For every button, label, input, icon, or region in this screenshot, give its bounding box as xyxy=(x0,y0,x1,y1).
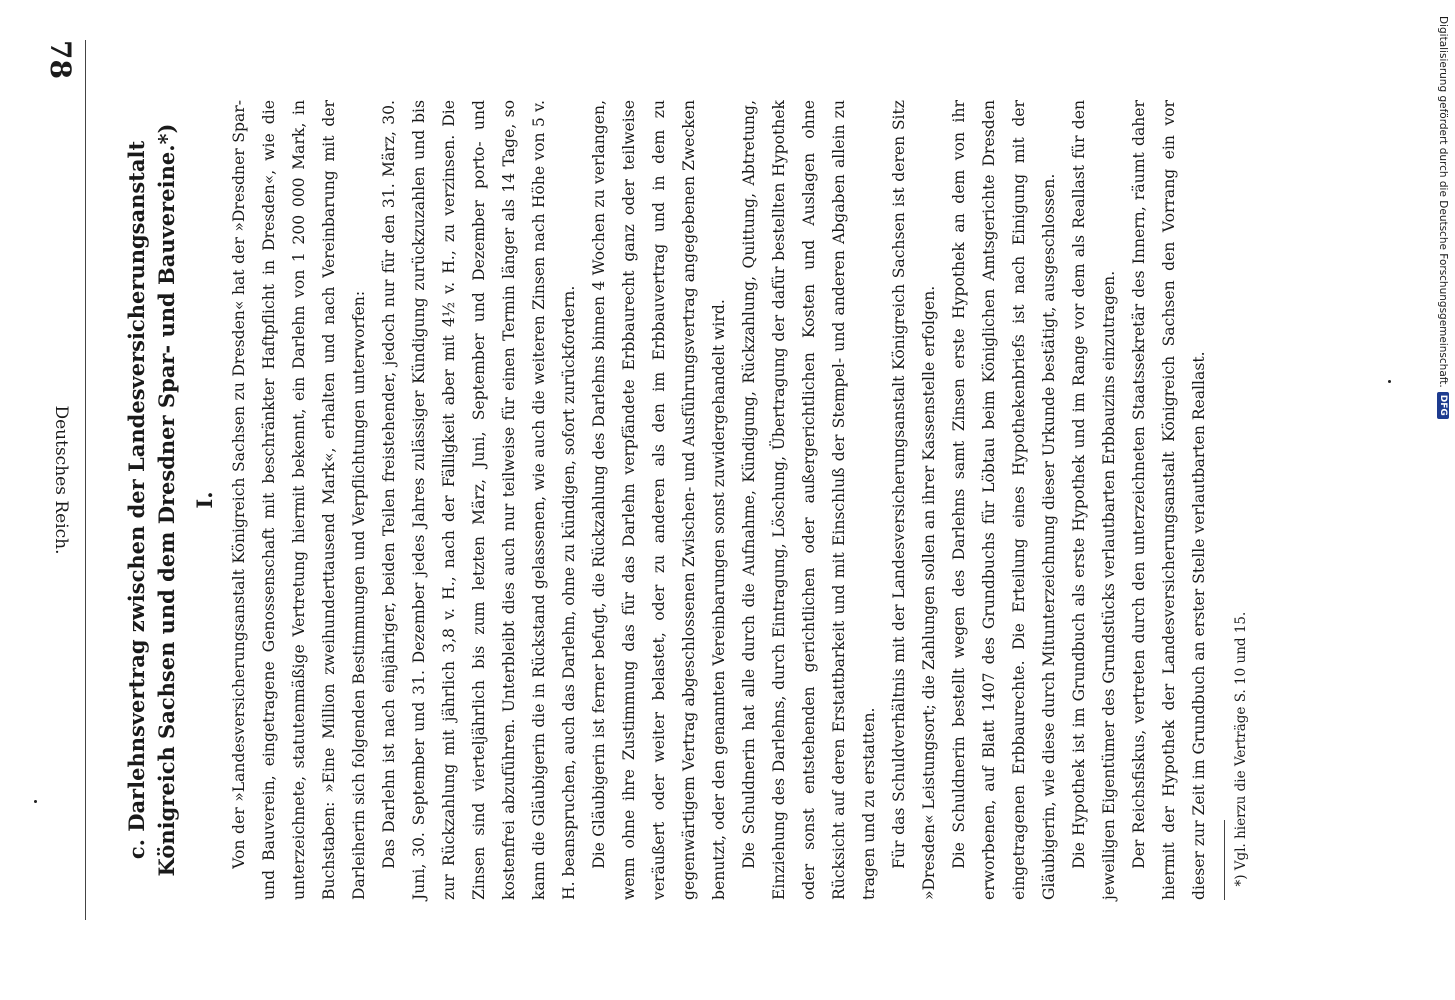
footnote: *) Vgl. hierzu die Verträge S. 10 und 15. xyxy=(1233,611,1249,887)
speck-2 xyxy=(1388,380,1391,383)
page-number: 78 xyxy=(44,40,77,79)
paragraph: Für das Schuldverhältnis mit der Landesversicherungsanstalt Königreich Sachsen ist deren Sitz »Dresden« Leistungsort; die Zahlungen sollen an ihrer Kassenstelle erfolgen. xyxy=(890,100,938,900)
paragraph: Die Schuldnerin hat alle durch die Aufnahme, Kündigung, Rückzahlung, Quittung, Abtretung, Einziehung des Darlehns, durch Eintragung, Löschung, Übertragung der dafür bestellten Hypothek oder sonst entstehenden gerichtlichen oder außergerichtlichen Kosten und Auslagen ohne Rücksicht auf deren Erstattbarkeit und mit Einschluß der Stempel- und anderen Abgaben allein zu tragen und zu erstatten. xyxy=(740,100,878,900)
paragraph: Von der »Landesversicherungsanstalt Königreich Sachsen zu Dresden« hat der »Dresdner Spar- und Bauverein, eingetragene Genossenschaft mit beschränkter Haftpflicht in Dresden«, wie die unterzeichnete, statutenmäßige Vertretung hiermit bekennt, ein Darlehn von 1 200 000 Mark, in Buchstaben: »Eine Million zweihunderttausend Mark«, erhalten und nach Vereinbarung mit der Darleiherin sich folgenden Bestimmungen und Verpflichtungen unterworfen: xyxy=(230,100,368,900)
paragraph: Die Gläubigerin ist ferner befugt, die Rückzahlung des Darlehns binnen 4 Wochen zu verlangen, wenn ohne ihre Zustimmung das für das Darlehn verpfändete Erbbaurecht ganz oder teilweise veräußert oder weiter belastet, oder zu anderen als den im Erbbauvertrag und in dem zu gegenwärtigem Vertrag abgeschlossenen Zwischen- und Ausführungsvertrag angegebenen Zwecken benutzt, oder den genannten Vereinbarungen sonst zuwidergehandelt wird. xyxy=(590,100,728,900)
running-head: Deutsches Reich. xyxy=(51,405,71,555)
footnote-rule xyxy=(1224,820,1225,900)
paragraph: Die Hypothek ist im Grundbuch als erste Hypothek und im Range vor dem als Reallast für den jeweiligen Eigentümer des Grundstücks verlautbarten Erbbauzins einzutragen. xyxy=(1070,100,1118,900)
text-inner xyxy=(112,100,1262,900)
digitization-text: Digitalisierung gefördert durch die Deutsche Forschungsgemeinschaft. xyxy=(1437,16,1449,388)
text-column xyxy=(112,100,1262,900)
paragraph: Das Darlehn ist nach einjähriger, beiden Teilen freistehender, jedoch nur für den 31. März, 30. Juni, 30. September und 31. Dezember jedes Jahres zulässiger Kündigung zurückzuzahlen und bis zur Rückzahlung mit jährlich 3,8 v. H., nach der Fälligkeit aber mit 4½ v. H., zu verzinsen. Die Zinsen sind vierteljährlich bis zum letzten März, Juni, September und Dezember porto- und kostenfrei abzuführen. Unterbleibt dies auch nur teilweise für einen Termin länger als 14 Tage, so kann die Gläubigerin die in Rückstand gelassenen, wie auch die weiteren Zinsen nach Höhe von 5 v. H. beanspruchen, auch das Darlehn, ohne zu kündigen, sofort zurückfordern. xyxy=(380,100,578,900)
title-line-2: Königreich Sachsen und dem Dresdner Spar- und Bauvereine.*) xyxy=(154,123,179,877)
body-text xyxy=(224,100,1214,900)
page-header-row xyxy=(41,40,77,920)
dfg-logo: DFG xyxy=(1437,392,1449,419)
section-number: I. xyxy=(192,491,217,509)
header-rule xyxy=(85,40,86,920)
digitization-note xyxy=(1437,16,1453,996)
paragraph: Die Schuldnerin bestellt wegen des Darlehns samt Zinsen erste Hypothek an dem von ihr erworbenen, auf Blatt 1407 des Grundbuchs für Löbtau beim Königlichen Amtsgerichte Dresden eingetragenen Erbbaurechte. Die Erteilung eines Hypothekenbriefs ist nach Einigung mit der Gläubigerin, wie diese durch Mitunterzeichnung dieser Urkunde bestätigt, ausgeschlossen. xyxy=(950,100,1058,900)
title-line-1: c. Darlehnsvertrag zwischen der Landesversicherungsanstalt xyxy=(124,140,149,860)
rotated-sheet xyxy=(22,40,1262,900)
paragraph: Der Reichsfiskus, vertreten durch den unterzeichneten Staatssekretär des Innern, räumt daher hiermit der Hypothek der Landesversicherungsanstalt Königreich Sachsen den Vorrang ein vor dieser zur Zeit im Grundbuch an erster Stelle verlautbarten Reallast. xyxy=(1130,100,1208,900)
